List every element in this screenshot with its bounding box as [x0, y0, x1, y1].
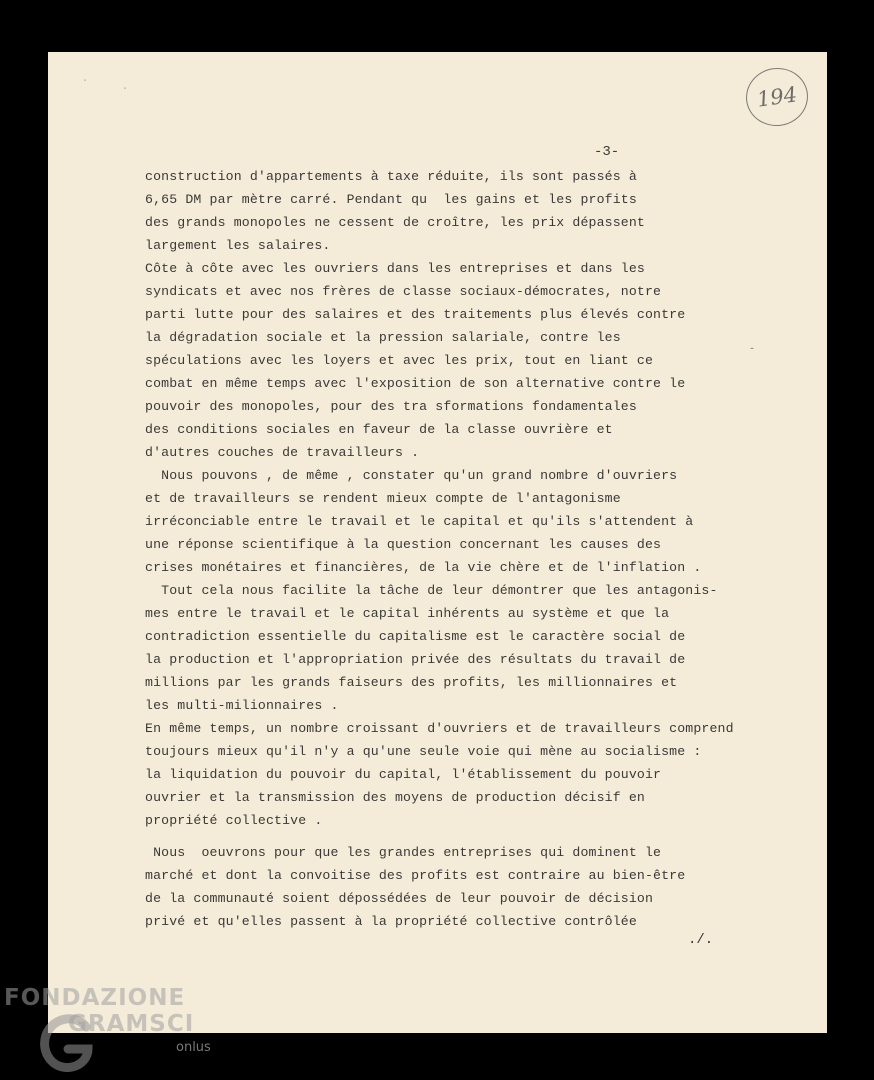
text-line: irréconciable entre le travail et le capital et qu'ils s'attendent à	[145, 514, 694, 529]
text-line: En même temps, un nombre croissant d'ouvriers et de travailleurs comprend	[145, 721, 734, 736]
text-line: de la communauté soient dépossédées de leur pouvoir de décision	[145, 891, 654, 906]
text-line: 6,65 DM par mètre carré. Pendant qu les gains et les profits	[145, 192, 637, 207]
text-line: parti lutte pour des salaires et des traitements plus élevés contre	[145, 307, 686, 322]
text-line: la production et l'appropriation privée des résultats du travail de	[145, 652, 686, 667]
watermark-line-1: FONDAZIONE	[4, 985, 186, 1011]
text-line: mes entre le travail et le capital inhérents au système et que la	[145, 606, 670, 621]
text-line: ouvrier et la transmission des moyens de production décisif en	[145, 790, 645, 805]
archive-number-stamp: 194	[742, 64, 811, 130]
text-line: et de travailleurs se rendent mieux compte de l'antagonisme	[145, 491, 621, 506]
text-line: construction d'appartements à taxe réduite, ils sont passés à	[145, 169, 637, 184]
text-line: la liquidation du pouvoir du capital, l'établissement du pouvoir	[145, 767, 662, 782]
text-line: spéculations avec les loyers et avec les prix, tout en liant ce	[145, 353, 654, 368]
text-line: privé et qu'elles passent à la propriété collective contrôlée	[145, 914, 637, 929]
text-line: pouvoir des monopoles, pour des tra sformations fondamentales	[145, 399, 637, 414]
text-line: Nous pouvons , de même , constater qu'un grand nombre d'ouvriers	[145, 468, 678, 483]
text-line: crises monétaires et financières, de la vie chère et de l'inflation .	[145, 560, 702, 575]
text-line: largement les salaires.	[145, 238, 331, 253]
text-line: syndicats et avec nos frères de classe sociaux-démocrates, notre	[145, 284, 662, 299]
fondazione-gramsci-watermark	[4, 985, 224, 1080]
text-line: contradiction essentielle du capitalisme est le caractère social de	[145, 629, 686, 644]
watermark-line-2: GRAMSCI	[68, 1011, 195, 1037]
watermark-suffix: onlus	[176, 1040, 211, 1055]
text-line: combat en même temps avec l'exposition de son alternative contre le	[145, 376, 686, 391]
text-line: toujours mieux qu'il n'y a qu'une seule voie qui mène au socialisme :	[145, 744, 702, 759]
text-line: des conditions sociales en faveur de la classe ouvrière et	[145, 422, 613, 437]
text-line: des grands monopoles ne cessent de croître, les prix dépassent	[145, 215, 645, 230]
paper-speck: ˆ	[749, 348, 756, 359]
paper-speck: ˌ	[122, 80, 129, 91]
text-line: d'autres couches de travailleurs .	[145, 445, 420, 460]
text-line: les multi-milionnaires .	[145, 698, 339, 713]
text-line: propriété collective .	[145, 813, 323, 828]
text-line: Nous oeuvrons pour que les grandes entreprises qui dominent le	[145, 845, 662, 860]
text-line: millions par les grands faiseurs des profits, les millionnaires et	[145, 675, 678, 690]
paper-speck: ˈ	[82, 80, 89, 91]
text-line: une réponse scientifique à la question concernant les causes des	[145, 537, 662, 552]
text-line: la dégradation sociale et la pression salariale, contre les	[145, 330, 621, 345]
page-number: -3-	[594, 144, 620, 160]
text-line: Côte à côte avec les ouvriers dans les entreprises et dans les	[145, 261, 645, 276]
continuation-mark: ./.	[688, 932, 714, 948]
text-line: Tout cela nous facilite la tâche de leur démontrer que les antagonis-	[145, 583, 718, 598]
text-line: marché et dont la convoitise des profits est contraire au bien-être	[145, 868, 686, 883]
